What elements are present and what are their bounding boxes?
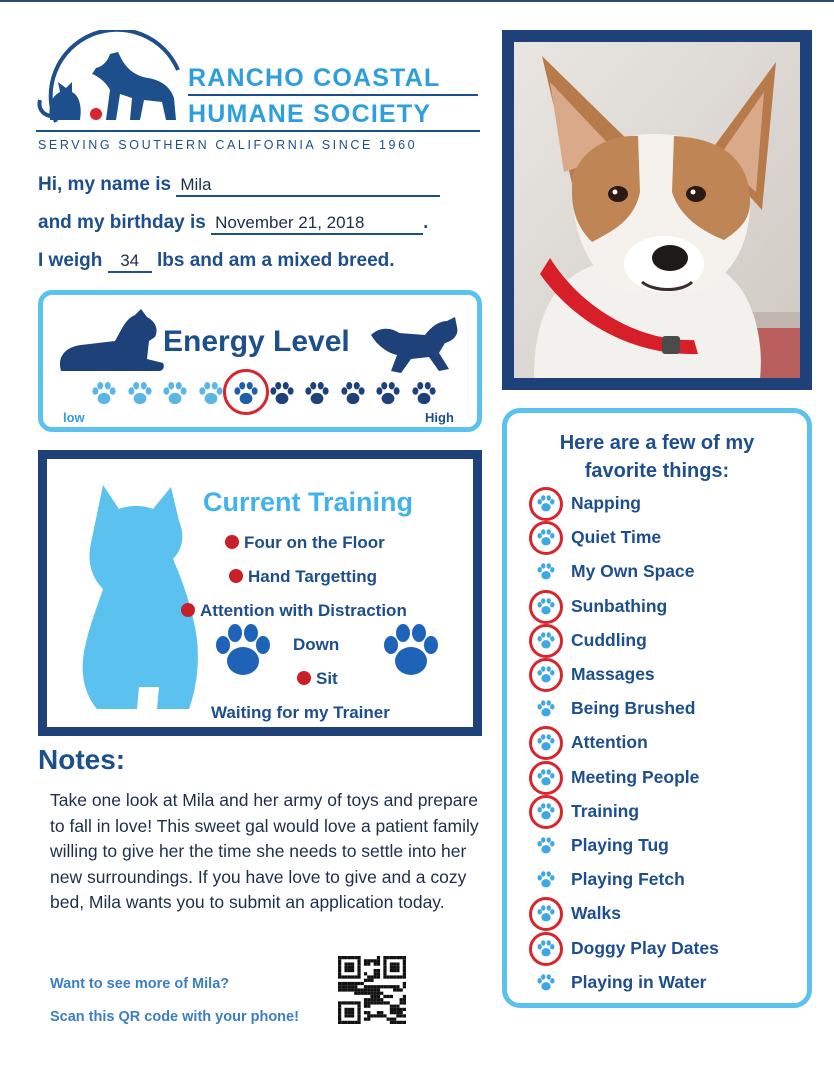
active-dot-icon <box>297 671 311 685</box>
paw-right-icon <box>381 623 441 679</box>
circled-paw-icon <box>529 932 563 966</box>
favorite-label: Doggy Play Dates <box>571 937 719 958</box>
favorite-item <box>529 521 809 555</box>
training-item: Waiting for my Trainer <box>211 703 390 722</box>
energy-paw-icon <box>265 377 299 411</box>
paw-icon <box>529 966 563 1000</box>
favorite-item <box>529 932 809 966</box>
energy-level-card <box>38 290 482 432</box>
weight-suffix: lbs and am a mixed breed. <box>156 250 395 271</box>
logo-divider <box>188 94 478 96</box>
energy-paw-icon <box>229 377 263 411</box>
circled-paw-icon <box>529 897 563 931</box>
energy-paw-icon <box>123 377 157 411</box>
energy-low-label: low <box>63 410 85 425</box>
logo-underline <box>36 130 480 132</box>
favorites-title-line1: Here are a few of my <box>559 432 755 454</box>
circled-paw-icon <box>529 624 563 658</box>
birthday-suffix: . <box>423 212 429 233</box>
favorite-label: Playing Tug <box>571 835 669 855</box>
paw-left-icon <box>213 623 273 679</box>
favorite-item <box>529 966 809 1000</box>
energy-paw-icon <box>158 377 192 411</box>
favorite-label: Training <box>571 800 640 821</box>
favorite-label: Playing Fetch <box>571 869 685 890</box>
org-logo <box>36 30 486 156</box>
dog-photo <box>514 42 800 378</box>
active-dot-icon <box>229 569 243 583</box>
energy-paw-icon <box>87 377 121 411</box>
favorite-item <box>529 590 809 624</box>
energy-title: Energy Level <box>163 325 350 358</box>
energy-paw-icon <box>300 377 334 411</box>
selected-level-ring <box>223 369 269 415</box>
circled-paw-icon <box>529 761 563 795</box>
energy-paw-icon <box>407 377 441 411</box>
energy-high-label: High <box>425 410 454 425</box>
favorite-item <box>529 555 809 589</box>
favorite-label: Massages <box>571 664 655 684</box>
favorite-label: Attention <box>571 732 648 753</box>
birthday-line <box>38 212 428 235</box>
training-item: Attention with Distraction <box>181 601 407 621</box>
active-dot-icon <box>225 535 239 549</box>
favorite-label: Playing in Water <box>571 971 707 992</box>
energy-paw-icon <box>336 377 370 411</box>
favorites-title-line2: favorite things: <box>584 460 730 482</box>
weight-line <box>38 250 395 273</box>
training-item: Down <box>293 635 340 654</box>
favorite-item <box>529 726 809 760</box>
favorite-item <box>529 761 809 795</box>
favorite-item <box>529 624 809 658</box>
training-item: Sit <box>297 669 338 689</box>
notes-cta-line1: Want to see more of Mila? <box>50 976 230 992</box>
training-title: Current Training <box>203 487 414 517</box>
notes-title: Notes: <box>38 744 126 775</box>
qr-code-icon[interactable] <box>338 956 406 1024</box>
active-dot-icon <box>181 603 195 617</box>
favorite-label: Meeting People <box>571 766 700 787</box>
favorite-label: Quiet Time <box>571 527 662 548</box>
favorite-label: Cuddling <box>571 629 647 650</box>
name-line <box>38 174 440 197</box>
favorite-things-card <box>502 408 812 1008</box>
org-name-line1: RANCHO COASTAL <box>188 64 441 92</box>
favorite-label: Sunbathing <box>571 595 668 616</box>
favorites-title <box>507 429 807 485</box>
circled-paw-icon <box>529 487 563 521</box>
notes-cta-line2: Scan this QR code with your phone! <box>50 1009 299 1025</box>
favorite-item <box>529 863 809 897</box>
circled-paw-icon <box>529 795 563 829</box>
pet-name: Mila <box>176 175 440 197</box>
training-item: Hand Targetting <box>229 567 377 587</box>
energy-paw-scale <box>87 377 437 411</box>
favorite-label: My Own Space <box>571 561 695 582</box>
paw-icon <box>529 863 563 897</box>
weight-prefix: I weigh <box>38 250 103 271</box>
favorite-item <box>529 829 809 863</box>
energy-paw-icon <box>371 377 405 411</box>
org-tagline: SERVING SOUTHERN CALIFORNIA SINCE 1960 <box>38 138 418 152</box>
favorite-label: Napping <box>571 493 641 513</box>
paw-icon <box>529 692 563 726</box>
favorite-item <box>529 897 809 931</box>
circled-paw-icon <box>529 590 563 624</box>
org-name-line2: HUMANE SOCIETY <box>188 100 432 128</box>
pet-weight: 34 <box>108 251 152 273</box>
favorite-item <box>529 487 809 521</box>
pet-photo-frame <box>502 30 812 390</box>
favorite-item <box>529 795 809 829</box>
current-training-card <box>38 450 482 736</box>
sitting-dog-silhouette-icon <box>67 477 217 717</box>
favorite-item <box>529 692 809 726</box>
favorite-label: Being Brushed <box>571 698 696 719</box>
circled-paw-icon <box>529 726 563 760</box>
notes-body: Take one look at Mila and her army of toys and prepare to fall in love! This sweet gal would love a patient family willing to give her the time she needs to settle into her new surroundings. If you have love to give and a cozy bed, Mila wants you to submit an application today. <box>50 790 479 912</box>
paw-icon <box>529 829 563 863</box>
name-prefix: Hi, my name is <box>38 174 172 195</box>
top-border <box>0 0 834 2</box>
birthday-prefix: and my birthday is <box>38 212 206 233</box>
cat-dog-logo-icon <box>36 30 186 130</box>
lying-dog-icon <box>55 305 167 375</box>
training-item: Four on the Floor <box>225 533 385 553</box>
circled-paw-icon <box>529 521 563 555</box>
paw-icon <box>529 555 563 589</box>
running-dog-icon <box>365 313 461 375</box>
favorite-item <box>529 658 809 692</box>
circled-paw-icon <box>529 658 563 692</box>
pet-birthday: November 21, 2018 <box>211 213 423 235</box>
favorite-label: Walks <box>571 903 621 924</box>
